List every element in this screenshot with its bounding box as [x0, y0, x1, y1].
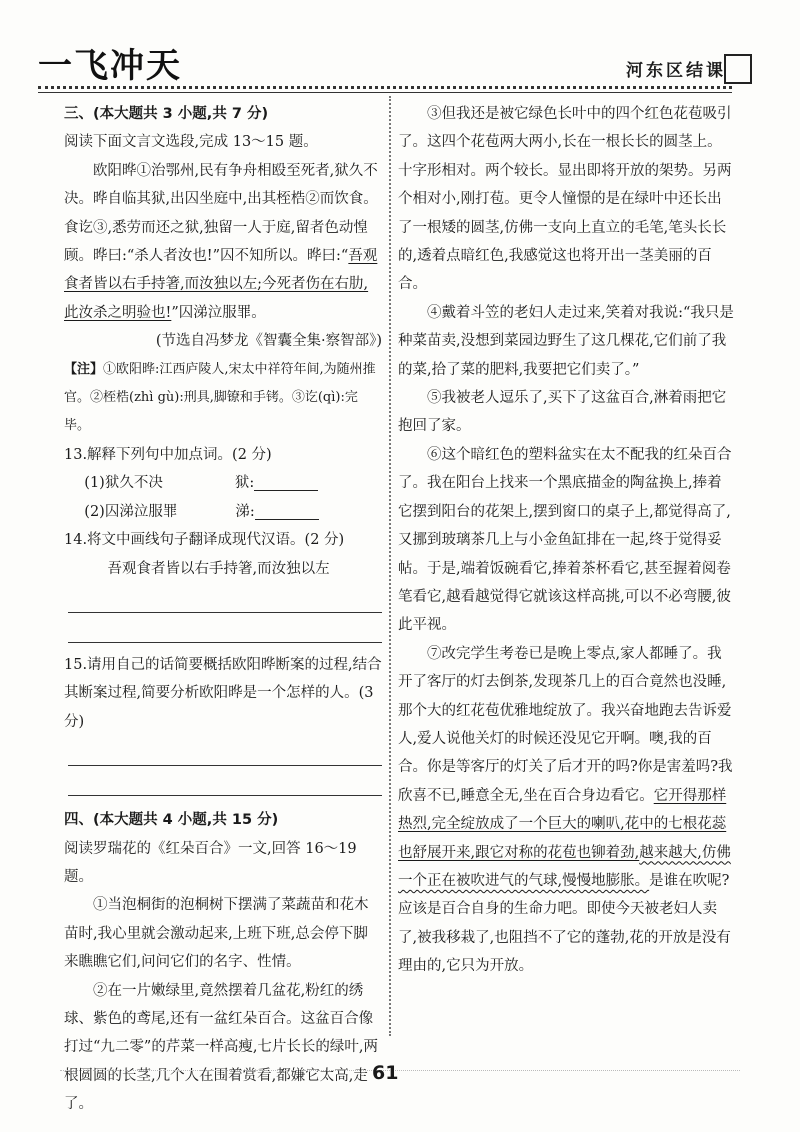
district-tagline: 河东区结课: [626, 61, 726, 81]
column-divider: [389, 96, 391, 1036]
header-solid-rule: [38, 92, 732, 93]
brand-title: 一飞冲天: [38, 46, 182, 86]
question-14: 14.将文中画线句子翻译成现代汉语。(2 分): [64, 532, 345, 549]
question-15: 15.请用自己的话简要概括欧阳晔断案的过程,结合其断案过程,简要分析欧阳晔是一个怎样的人。(3 分): [64, 656, 382, 730]
paragraph-6: ⑥这个暗红色的塑料盆实在太不配我的红朵百合了。我在阳台上找来一个黑底描金的陶盆换上,捧着它摆到阳台的花架上,摆到窗口的桌子上,都觉得高了,又挪到玻璃茶几上与小金鱼缸排在一起,终于觉得妥帖。于是,端着饭碗看它,捧着茶杯看它,甚至握着阅卷笔看它,越看越觉得它就该这样高挑,可以不必弯腰,彼此平视。: [398, 446, 732, 634]
section-3-intro: 阅读下面文言文选段,完成 13～15 题。: [64, 134, 318, 151]
question-14-sentence: 吾观食者皆以右手持箸,而汝独以左: [107, 560, 330, 577]
answer-line-15-1[interactable]: [68, 736, 382, 766]
paragraph-5: ⑤我被老人逗乐了,买下了这盆百合,淋着雨把它抱回了家。: [398, 390, 727, 435]
paragraph-1: ①当泡桐街的泡桐树下摆满了菜蔬苗和花木苗时,我心里就会激动起来,上班下班,总会停下脚来瞧瞧它们,问问它们的名字、性情。: [64, 897, 369, 971]
question-13-item-1: (1)狱久不决 狱:: [64, 469, 382, 497]
question-13: 13.解释下列句中加点词。(2 分): [64, 446, 272, 463]
classical-passage: 欧阳晔①治鄂州,民有争舟相殴至死者,狱久不决。晔自临其狱,出囚坐庭中,出其桎梏②而饮食。食讫③,悉劳而还之狱,独留一人于庭,留者色动惶顾。晔曰:“杀人者汝也!”囚不知所以。晔曰:“吾观食者皆以右手持箸,而汝独以左;今死者伤在右肋,此汝杀之明验也!”囚涕泣服罪。: [64, 162, 378, 321]
paragraph-7-underline: 它开得那样热烈,完全绽放成了一个巨大的喇叭,花中的七根花蕊也舒展开来,跟它对称的花苞也铆着劲,: [398, 787, 727, 861]
question-13-item-2: (2)囚涕泣服罪 涕:: [64, 498, 382, 526]
answer-line-14-2[interactable]: [68, 613, 382, 643]
answer-blank-13-1[interactable]: [254, 472, 318, 491]
section-4-intro: 阅读罗瑞花的《红朵百合》一文,回答 16～19 题。: [64, 840, 357, 885]
paragraph-4: ④戴着斗笠的老妇人走过来,笑着对我说:“我只是种菜苗卖,没想到菜园边野生了这几棵花,它们前了我的菜,拾了菜的肥料,我要把它们卖了。”: [398, 304, 734, 378]
page-number: 61: [372, 1062, 399, 1084]
answer-line-14-1[interactable]: [68, 583, 382, 613]
section-3-title: 三、(本大题共 3 小题,共 7 分): [64, 106, 269, 122]
section-4-title: 四、(本大题共 4 小题,共 15 分): [64, 812, 279, 829]
passage-source: (节选自冯梦龙《智囊全集·察智部》): [155, 333, 382, 350]
paragraph-7-wavy-underline: 越来越大,仿佛一个正在被吹进气的气球,慢慢地膨胀。: [398, 844, 731, 889]
right-column: [398, 100, 734, 981]
page-header: [0, 0, 800, 96]
header-dotted-rule: [38, 86, 732, 89]
footer-dotted-rule: [60, 1070, 740, 1077]
answer-line-15-2[interactable]: [68, 766, 382, 796]
page-footer: [0, 1046, 800, 1106]
classical-underlined-sentence: 吾观食者皆以右手持箸,而汝独以左;今死者伤在右肋,此汝杀之明验也!: [64, 248, 378, 321]
paragraph-2: ②在一片嫩绿里,竟然摆着几盆花,粉红的绣球、紫色的鸢尾,还有一盆红朵百合。这盆百合像打过“九二零”的芹菜一样高瘦,七片长长的绿叶,两根圆圆的长茎,几个人在围着赏看,都嫌它太高,走了。: [64, 982, 379, 1113]
left-column: [64, 100, 382, 1119]
tag-box-icon: [724, 54, 752, 84]
paragraph-3: ③但我还是被它绿色长叶中的四个红色花苞吸引了。这四个花苞两大两小,长在一根长长的圆茎上。十字形相对。两个较长。显出即将开放的架势。另两个相对小,刚打苞。更令人憧憬的是在绿叶中还长出了一根矮的圆茎,仿佛一支向上直立的毛笔,笔头长长的,透着点暗红色,我感觉这也将开出一茎美丽的百合。: [398, 106, 732, 293]
paragraph-7: ⑦改完学生考卷已是晚上零点,家人都睡了。我开了客厅的灯去倒茶,发现茶几上的百合竟然也没睡,那个大的红花苞优雅地绽放了。我兴奋地跑去告诉爱人,爱人说他关灯的时候还没见它开啊。噢,我的百合。你是等客厅的灯关了后才开的吗?你是害羞吗?我欣喜不已,睡意全无,坐在百合身边看它。它开得那样热烈,完全绽放成了一个巨大的喇叭,花中的七根花蕊也舒展开来,跟它对称的花苞也铆着劲,越来越大,仿佛一个正在被吹进气的气球,慢慢地膨胀。是谁在吹呢?应该是百合自身的生命力吧。即使今天被老妇人卖了,被我移栽了,也阻挡不了它的蓬勃,花的开放是没有理由的,它只为开放。: [398, 645, 733, 975]
answer-blank-13-2[interactable]: [255, 501, 319, 520]
passage-notes: 【注】①欧阳晔:江西庐陵人,宋太中祥符年间,为随州推官。②桎梏(zhì gù):刑具,脚镣和手铐。③讫(qì):完毕。: [64, 361, 376, 434]
